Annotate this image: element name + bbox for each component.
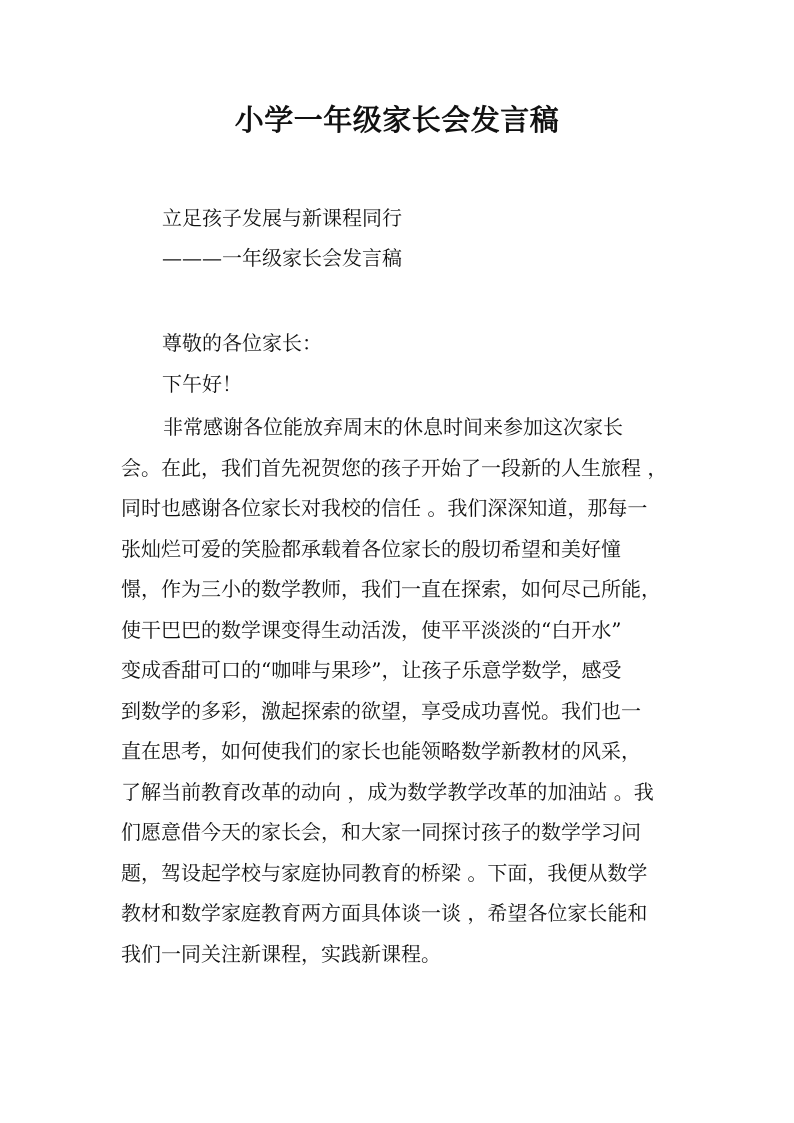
body-line: 会。在此，我们首先祝贺您的孩子开始了一段新的人生旅程 ， (121, 455, 668, 480)
document-title: 小学一年级家长会发言稿 (234, 103, 560, 137)
body-line: 非常感谢各位能放弃周末的休息时间来参加这次家长 (163, 415, 623, 439)
body-line: 同时也感谢各位家长对我校的信任 。我们深深知道，那每一 (121, 496, 648, 520)
salutation: 尊敬的各位家长： (162, 331, 322, 355)
body-paragraph (121, 407, 681, 974)
body-line: 变成香甜可口的“咖啡与果珍”，让孩子乐意学数学，感受 (121, 658, 622, 682)
body-line: 我们一同关注新课程，实践新课程。 (121, 941, 441, 966)
body-line: 使干巴巴的数学课变得生动活泼，使平平淡淡的“白开水” (121, 617, 622, 642)
body-line: 了解当前教育改革的动向 ，成为数学教学改革的加油站 。我 (121, 779, 654, 804)
body-line: 们愿意借今天的家长会，和大家一同探讨孩子的数学学习问 (121, 820, 641, 844)
body-line: 到数学的多彩，激起探索的欲望，享受成功喜悦。我们也一 (121, 698, 641, 723)
greeting: 下午好！ (162, 372, 242, 396)
subtitle-line-1: 立足孩子发展与新课程同行 (162, 206, 402, 230)
subtitle-line-2: ———一年级家长会发言稿 (162, 246, 402, 270)
body-line: 张灿烂可爱的笑脸都承载着各位家长的殷切希望和美好憧 (121, 536, 621, 561)
body-line: 直在思考，如何使我们的家长也能领略数学新教材的风采， (121, 739, 641, 763)
body-line: 题，驾设起学校与家庭协同教育的桥梁 。下面，我便从数学 (121, 860, 648, 885)
body-line: 憬，作为三小的数学教师，我们一直在探索，如何尽己所能， (121, 577, 661, 601)
body-line: 教材和数学家庭教育两方面具体谈一谈 ，希望各位家长能和 (121, 901, 648, 925)
